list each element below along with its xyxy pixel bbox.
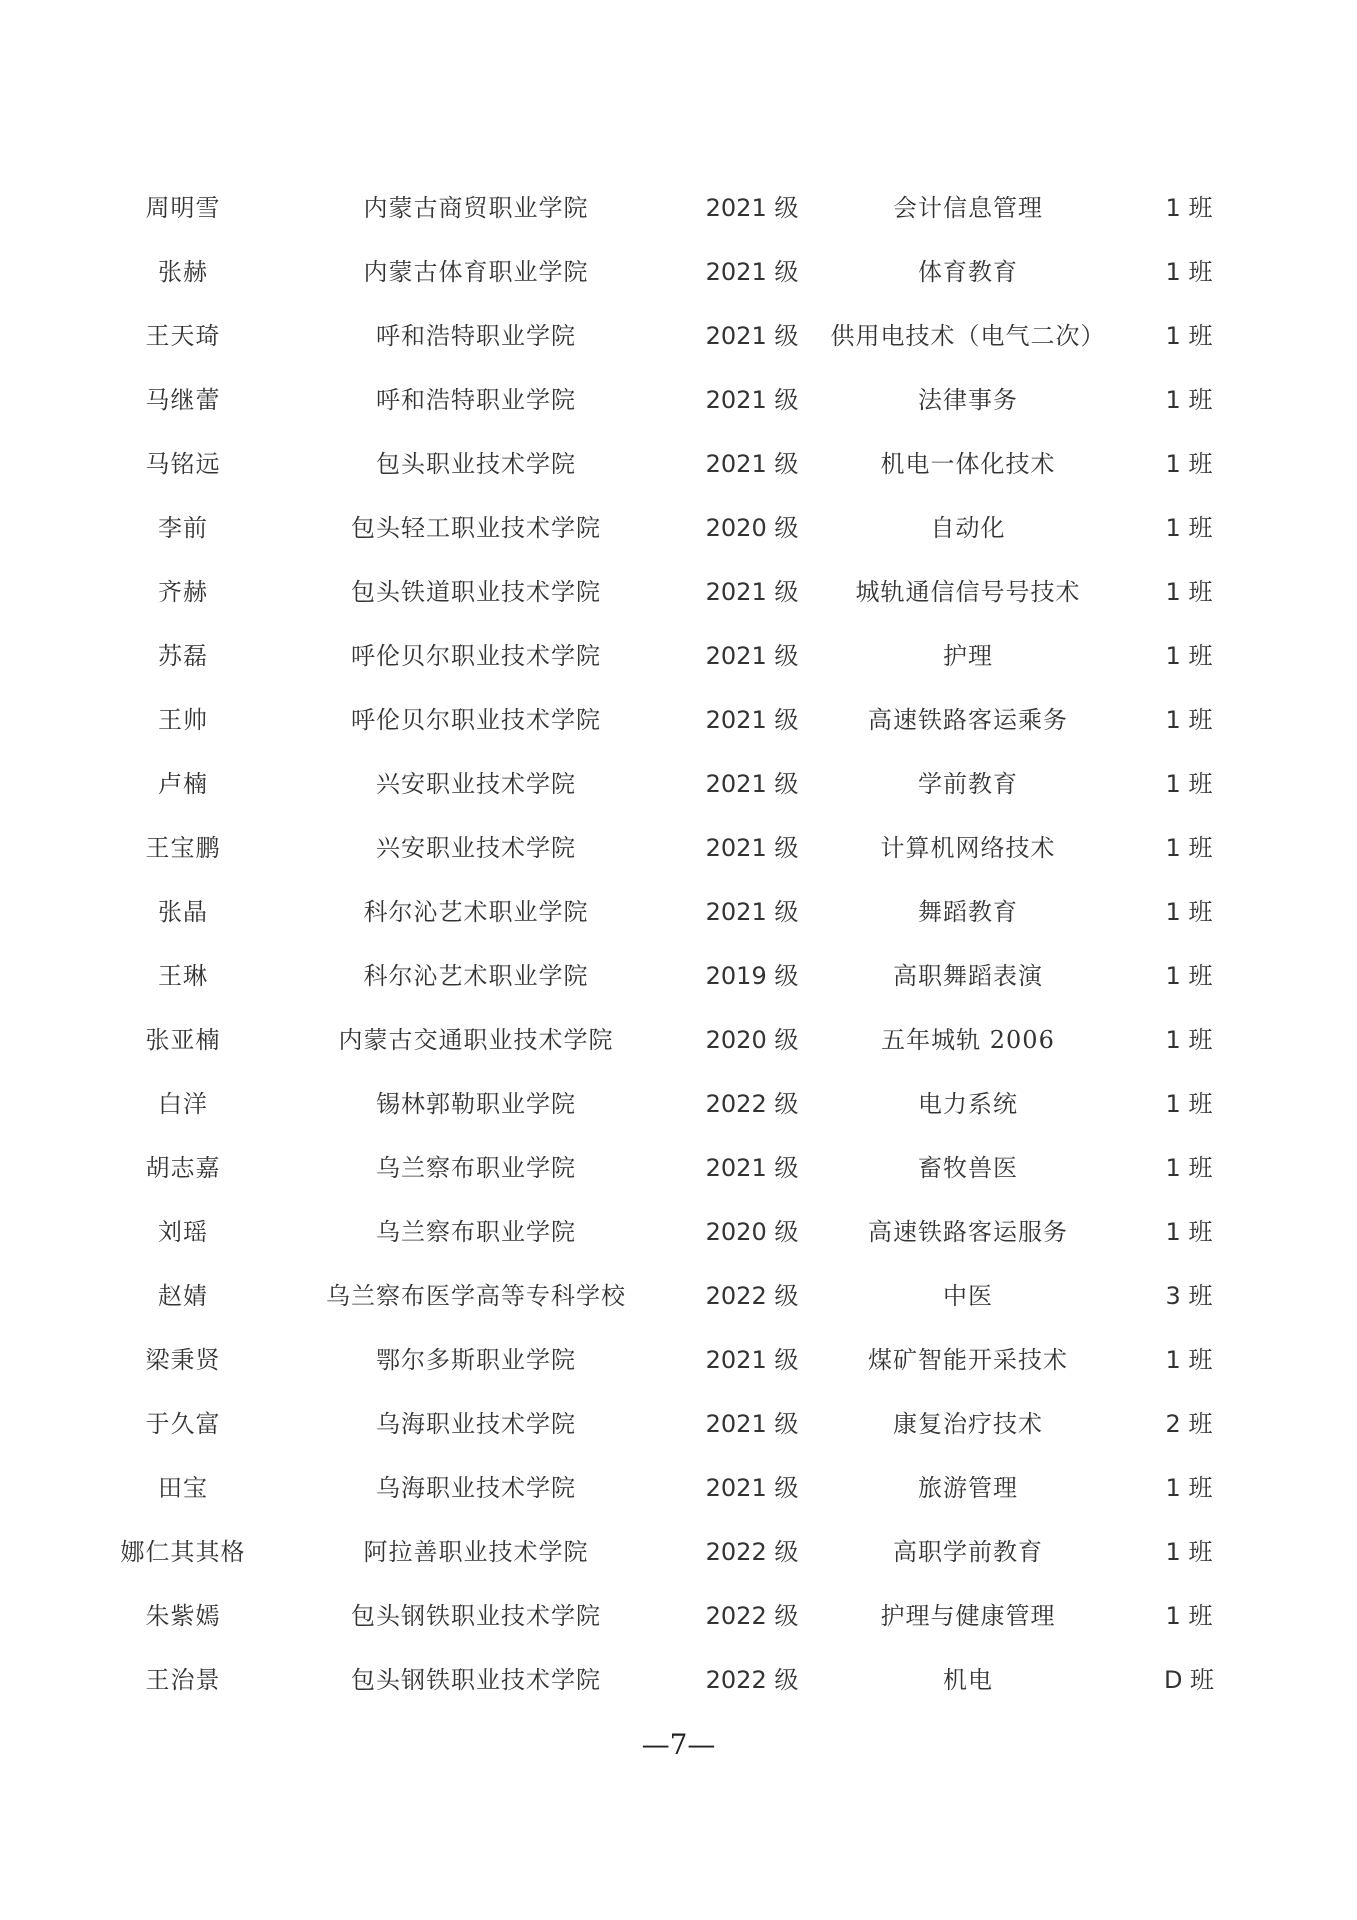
school-name-cell: 乌兰察布职业学院 [376,1154,576,1182]
major-cell: 机电一体化技术 [880,450,1056,478]
major-cell: 中医 [943,1282,993,1310]
school-name-cell: 包头钢铁职业技术学院 [351,1602,601,1630]
school-name-cell: 乌兰察布医学高等专科学校 [326,1282,626,1310]
student-name-cell: 王琳 [158,962,208,990]
class-cell: 1 班 [1165,1154,1213,1182]
grade-cell: 2021 级 [705,1474,799,1502]
school-name-cell: 兴安职业技术学院 [376,770,576,798]
class-cell: 1 班 [1165,450,1213,478]
school-name-cell: 科尔沁艺术职业学院 [363,962,589,990]
grade-cell: 2021 级 [705,642,799,670]
grade-cell: 2022 级 [705,1666,799,1694]
school-name-cell: 包头钢铁职业技术学院 [351,1666,601,1694]
grade-cell: 2021 级 [705,1154,799,1182]
table-row [0,432,1357,496]
table-row [0,1264,1357,1328]
class-cell: 3 班 [1165,1282,1213,1310]
table-row [0,240,1357,304]
grade-cell: 2019 级 [705,962,799,990]
school-name-cell: 科尔沁艺术职业学院 [363,898,589,926]
student-name-cell: 马铭远 [145,450,221,478]
class-cell: 1 班 [1165,898,1213,926]
student-name-cell: 王帅 [158,706,208,734]
grade-cell: 2021 级 [705,578,799,606]
school-name-cell: 内蒙古商贸职业学院 [363,194,589,222]
major-cell: 高职学前教育 [893,1538,1043,1566]
grade-cell: 2020 级 [705,514,799,542]
student-name-cell: 王治景 [145,1666,221,1694]
grade-cell: 2021 级 [705,322,799,350]
class-cell: 1 班 [1165,194,1213,222]
major-cell: 舞蹈教育 [918,898,1018,926]
grade-cell: 2020 级 [705,1218,799,1246]
table-row [0,1584,1357,1648]
school-name-cell: 兴安职业技术学院 [376,834,576,862]
student-name-cell: 白洋 [158,1090,208,1118]
table-row [0,816,1357,880]
class-cell: 1 班 [1165,834,1213,862]
class-cell: 1 班 [1165,578,1213,606]
class-cell: 1 班 [1165,962,1213,990]
table-row [0,1648,1357,1712]
student-name-cell: 苏磊 [158,642,208,670]
student-name-cell: 张晶 [158,898,208,926]
class-cell: 1 班 [1165,770,1213,798]
class-cell: 1 班 [1165,514,1213,542]
grade-cell: 2020 级 [705,1026,799,1054]
major-cell: 计算机网络技术 [880,834,1056,862]
school-name-cell: 呼伦贝尔职业技术学院 [351,706,601,734]
table-row [0,752,1357,816]
grade-cell: 2021 级 [705,706,799,734]
school-name-cell: 呼和浩特职业学院 [376,322,576,350]
school-name-cell: 乌海职业技术学院 [376,1410,576,1438]
grade-cell: 2022 级 [705,1602,799,1630]
student-name-cell: 张赫 [158,258,208,286]
major-cell: 高职舞蹈表演 [893,962,1043,990]
grade-cell: 2022 级 [705,1538,799,1566]
class-cell: 1 班 [1165,1538,1213,1566]
class-cell: 1 班 [1165,1026,1213,1054]
school-name-cell: 包头职业技术学院 [376,450,576,478]
table-row [0,496,1357,560]
class-cell: 1 班 [1165,1474,1213,1502]
table-row [0,944,1357,1008]
grade-cell: 2021 级 [705,1410,799,1438]
major-cell: 煤矿智能开采技术 [868,1346,1068,1374]
grade-cell: 2021 级 [705,834,799,862]
table-row [0,1520,1357,1584]
class-cell: 1 班 [1165,1346,1213,1374]
student-name-cell: 胡志嘉 [145,1154,221,1182]
table-row [0,1392,1357,1456]
grade-cell: 2022 级 [705,1090,799,1118]
student-roster-table [0,176,1357,1712]
grade-cell: 2021 级 [705,1346,799,1374]
table-row [0,1008,1357,1072]
class-cell: 1 班 [1165,1602,1213,1630]
major-cell: 电力系统 [918,1090,1018,1118]
table-row [0,176,1357,240]
table-row [0,1072,1357,1136]
major-cell: 供用电技术（电气二次） [830,322,1106,350]
table-row [0,304,1357,368]
major-cell: 自动化 [930,514,1006,542]
student-name-cell: 卢楠 [158,770,208,798]
grade-cell: 2021 级 [705,450,799,478]
major-cell: 护理 [943,642,993,670]
class-cell: 1 班 [1165,322,1213,350]
student-name-cell: 王宝鹏 [145,834,221,862]
table-row [0,368,1357,432]
grade-cell: 2021 级 [705,386,799,414]
major-cell: 旅游管理 [918,1474,1018,1502]
major-cell: 学前教育 [918,770,1018,798]
student-name-cell: 马继蕾 [145,386,221,414]
student-name-cell: 齐赫 [158,578,208,606]
class-cell: 1 班 [1165,1090,1213,1118]
student-name-cell: 周明雪 [145,194,221,222]
major-cell: 会计信息管理 [893,194,1043,222]
class-cell: D 班 [1163,1666,1215,1694]
school-name-cell: 乌海职业技术学院 [376,1474,576,1502]
student-name-cell: 朱紫嫣 [145,1602,221,1630]
school-name-cell: 内蒙古体育职业学院 [363,258,589,286]
class-cell: 2 班 [1165,1410,1213,1438]
major-cell: 体育教育 [918,258,1018,286]
table-row [0,1200,1357,1264]
school-name-cell: 呼伦贝尔职业技术学院 [351,642,601,670]
student-name-cell: 田宝 [158,1474,208,1502]
school-name-cell: 呼和浩特职业学院 [376,386,576,414]
class-cell: 1 班 [1165,642,1213,670]
table-row [0,1456,1357,1520]
major-cell: 护理与健康管理 [880,1602,1056,1630]
school-name-cell: 鄂尔多斯职业学院 [376,1346,576,1374]
grade-cell: 2021 级 [705,194,799,222]
table-row [0,1328,1357,1392]
major-cell: 高速铁路客运乘务 [868,706,1068,734]
major-cell: 康复治疗技术 [893,1410,1043,1438]
major-cell: 五年城轨 2006 [881,1026,1055,1054]
table-row [0,880,1357,944]
student-name-cell: 赵婧 [158,1282,208,1310]
school-name-cell: 包头轻工职业技术学院 [351,514,601,542]
student-name-cell: 娜仁其其格 [120,1538,246,1566]
major-cell: 城轨通信信号号技术 [855,578,1081,606]
class-cell: 1 班 [1165,706,1213,734]
school-name-cell: 内蒙古交通职业技术学院 [338,1026,614,1054]
grade-cell: 2022 级 [705,1282,799,1310]
student-name-cell: 王天琦 [145,322,221,350]
school-name-cell: 包头铁道职业技术学院 [351,578,601,606]
grade-cell: 2021 级 [705,770,799,798]
student-name-cell: 张亚楠 [145,1026,221,1054]
school-name-cell: 锡林郭勒职业学院 [376,1090,576,1118]
page-number: —7— [641,1728,716,1761]
table-row [0,560,1357,624]
major-cell: 机电 [943,1666,993,1694]
major-cell: 畜牧兽医 [918,1154,1018,1182]
student-name-cell: 刘瑶 [158,1218,208,1246]
student-name-cell: 于久富 [145,1410,221,1438]
grade-cell: 2021 级 [705,258,799,286]
table-row [0,1136,1357,1200]
class-cell: 1 班 [1165,386,1213,414]
major-cell: 高速铁路客运服务 [868,1218,1068,1246]
student-name-cell: 李前 [158,514,208,542]
school-name-cell: 乌兰察布职业学院 [376,1218,576,1246]
table-row [0,688,1357,752]
table-row [0,624,1357,688]
class-cell: 1 班 [1165,258,1213,286]
major-cell: 法律事务 [918,386,1018,414]
school-name-cell: 阿拉善职业技术学院 [363,1538,589,1566]
class-cell: 1 班 [1165,1218,1213,1246]
student-name-cell: 梁秉贤 [145,1346,221,1374]
grade-cell: 2021 级 [705,898,799,926]
